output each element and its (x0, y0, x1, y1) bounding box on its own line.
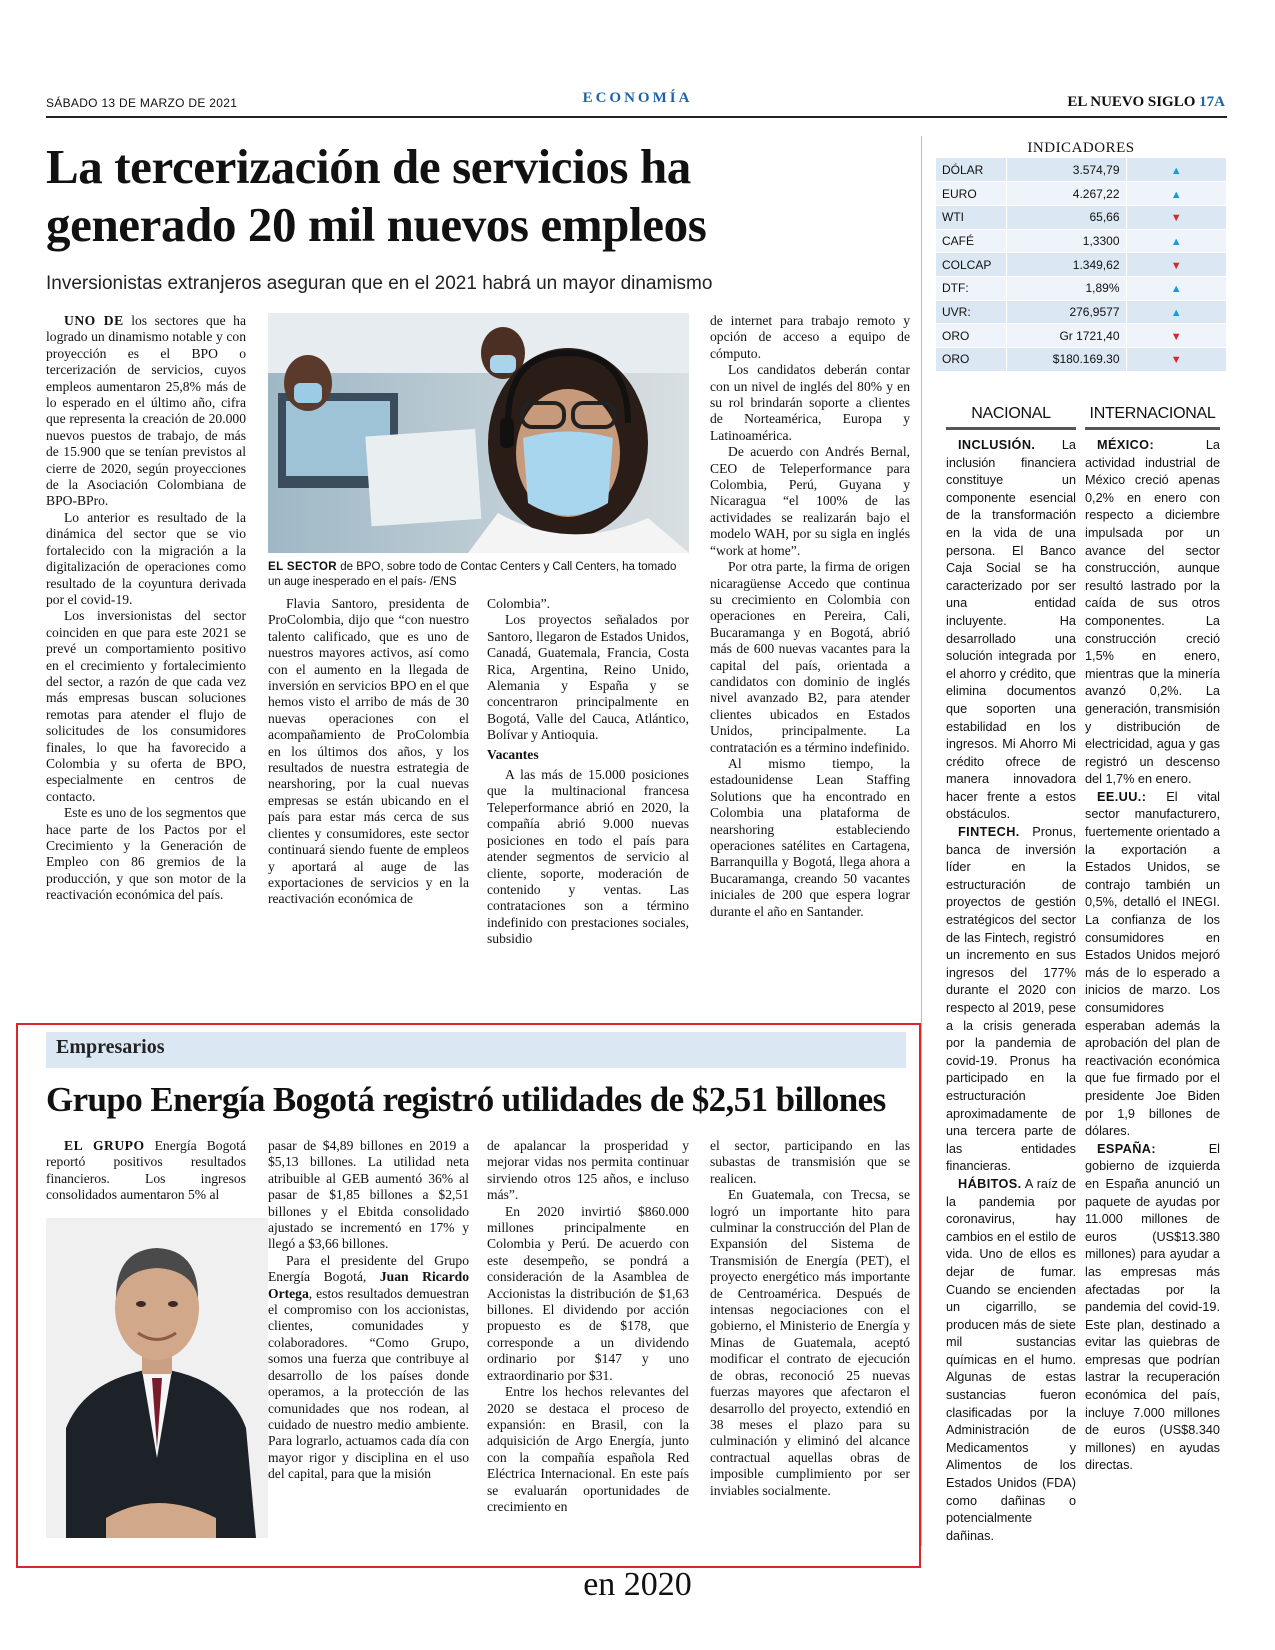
indicator-value: 1,3300 (1006, 229, 1126, 253)
indicator-row (936, 229, 1226, 253)
indicator-trend (1126, 300, 1226, 324)
indicator-row (936, 348, 1226, 372)
issue-date: SÁBADO 13 DE MARZO DE 2021 (46, 96, 238, 110)
paragraph: de internet para trabajo remoto y opción de acceso a equipo de cómputo. (710, 313, 910, 361)
indicator-value: 276,9577 (1006, 300, 1126, 324)
brief-text: La inclusión financiera constituye un componente esencial de la transformación en la vida de una persona. El Banco Caja Social se ha caracterizado por ser una entidad incluyente. Ha desarrollado una solución integrada por el ahorro y crédito, que elimina documentos que soporten una estabilidad en los ingresos. Mi Ahorro Mi crédito ofrece de manera innovadora hacer frente a estos obstáculos. (946, 438, 1076, 822)
main-subhead: Inversionistas extranjeros aseguran que en el 2021 habrá un mayor dinamismo (46, 273, 713, 294)
main-headline: La tercerización de servicios ha generado 20 mil nuevos empleos (46, 139, 707, 252)
brief-lead: MÉXICO: (1097, 438, 1155, 452)
paragraph: Lo anterior es resultado de la dinámica del sector que se vio fortalecido con la migración a la digitalización de operaciones como resultado de la coyuntura derivada por el covid-19. (46, 509, 246, 607)
indicator-name: UVR: (936, 300, 1006, 324)
indicator-name: ORO (936, 348, 1006, 372)
paragraph: En 2020 invirtió $860.000 millones principalmente en Colombia y Perú. De acuerdo con este desempeño, se pondrá a consideración de la Asamblea de Accionistas la distribución de $1,63 billones. El dividendo por acción propuesto es de $178, que corresponde a un dividendo ordinario por $147 y uno extraordinario por $31. (487, 1203, 689, 1383)
main-column-4 (710, 313, 910, 920)
main-column-1 (46, 313, 246, 904)
indicator-value: 4.267,22 (1006, 182, 1126, 206)
indicator-name: DTF: (936, 276, 1006, 300)
lead-in: UNO DE (64, 313, 124, 328)
indicator-row (936, 276, 1226, 300)
section-title: ECONOMÍA (582, 90, 693, 106)
trend-up-icon: ▲ (1170, 283, 1182, 296)
executive-portrait (46, 1218, 268, 1538)
paragraph: el sector, participando en las subastas de transmisión que se realicen. (710, 1138, 910, 1186)
paragraph: Los candidatos deberán contar con un nivel de inglés del 80% y en su rol brindarán soporte a clientes de Norteamérica, Europa y Latinoamérica. (710, 362, 910, 443)
paragraph: Al mismo tiempo, la estadounidense Lean Staffing Solutions que ha encontrado en Colombia una plataforma de nearshoring estableciendo operaciones satélites en Cartagena, Barranquilla y Bogotá, llega ahora a Bucaramanga, creando 50 vacantes iniciales de 200 que espera lograr durante el año en Santander. (710, 755, 910, 919)
indicator-trend (1126, 276, 1226, 300)
trend-down-icon: ▼ (1170, 212, 1182, 225)
brief-lead: FINTECH. (958, 825, 1020, 840)
paragraph: Los inversionistas del sector coinciden en que para este 2021 se prevé un comportamiento positivo en el crecimiento y fortalecimiento del sector, a razón de que cada vez más empresas buscan soluciones remotas para atender el flujo de solicitudes de los consumidores finales, lo que ha favorecido a Colombia y su oferta de BPO, especialmente en centros de contacto. (46, 608, 246, 804)
executive-name: Juan Ricardo Ortega (268, 1269, 469, 1301)
indicator-row (936, 253, 1226, 277)
caption-lead: EL SECTOR (268, 561, 337, 573)
geb-headline: Grupo Energía Bogotá registró utilidades de $2,51 billones (46, 1080, 886, 1119)
trend-down-icon: ▼ (1170, 330, 1182, 343)
nacional-column (946, 437, 1076, 1545)
main-column-2 (268, 596, 469, 908)
brief-text: El gobierno de izquierda en España anunció un paquete de ayudas por 11.000 millones de euros (US$13.380 millones) para ayudar a las empresas más afectadas por la pandemia del covid-19. Este plan, destinado a evitar las quiebras de empresas que podrían lastrar la recuperación económica del país, incluye 7.000 millones de euros (US$8.340 millones) en ayudas directas. (1085, 1141, 1220, 1473)
paragraph: los sectores que ha logrado un dinamismo notable y con proyección es el BPO o tercerización de servicios, cuyos empleos aumentaron 25,8% más de lo esperado en el último año, cifra que representa la creación de 20.000 nuevos puestos de trabajo, de más de 15.900 que se tenían previstos al cierre de 2020, según proyecciones de la Asociación Colombiana de BPO-BPro. (46, 313, 246, 509)
indicator-row (936, 182, 1226, 206)
trend-up-icon: ▲ (1170, 188, 1182, 201)
internacional-column (1085, 437, 1220, 1475)
brief-text: A raíz de la pandemia por coronavirus, hay cambios en el estilo de vida. Uno de ellos es dejar de fumar. Cuando se encienden un cigarrillo, se producen más de siete mil sustancias químicas en el humo. Algunas de estas sustancias fueron clasificadas por la Administración de Medicamentos y Alimentos de los Estados Unidos (FDA) como dañinas o potencialmente dañinas. (946, 1176, 1076, 1543)
brief-lead: EE.UU.: (1097, 789, 1147, 804)
paragraph: pasar de $4,89 billones en 2019 a $5,13 billones. La utilidad neta atribuible al GEB aumentó 36% al pasar de $1,85 billones a $2,51 billones y el Ebitda consolidado ajustado se incrementó en 17% y llegó a $3,66 billones. (268, 1138, 469, 1252)
masthead (1067, 94, 1225, 111)
indicator-value: 1,89% (1006, 276, 1126, 300)
indicator-name: COLCAP (936, 253, 1006, 277)
paragraph: A las más de 15.000 posiciones que la multinacional francesa Teleperformance abrió en 2020, la compañía abrió 9.000 nuevas posiciones en todo el país para atender segmentos de servicio al cliente, soporte, moderación de contenido y ventas. Las contrataciones son a término indefinido con prestaciones sociales, subsidio (487, 767, 689, 947)
column-divider (921, 136, 922, 1546)
paragraph: Colombia”. (487, 596, 551, 611)
paragraph: En Guatemala, con Trecsa, se logró un importante hito para culminar la construcción del Plan de Expansión del Sistema de Transmisión de Energía (PET), el proyecto energético más importante de Centroamérica. Después de intensas negociaciones con el gobierno, el Ministerio de Energía y Minas de Guatemala, aceptó modificar el contrato de ejecución de obras, reconoció 25 nuevas fuerzas mayores que afectaron el desarrollo del proyecto, extendió en 38 meses el plazo para su culminación y eliminó del alcance contractual aquellas obras de imposible cumplimiento por ser inviables socialmente. (710, 1187, 910, 1498)
indicator-name: WTI (936, 205, 1006, 229)
brief-lead: INCLUSIÓN. (958, 438, 1036, 452)
trend-up-icon: ▲ (1170, 164, 1182, 177)
trend-down-icon: ▼ (1170, 354, 1182, 367)
indicator-value: $180.169.30 (1006, 348, 1126, 372)
paragraph: De acuerdo con Andrés Bernal, CEO de Teleperformance para Colombia, Perú, Guyana y Nicaragua “el 100% de las actividades se realizarán bajo el modelo WAH, por su sigla en inglés “work at home”. (710, 444, 910, 558)
indicator-trend (1126, 324, 1226, 348)
indicator-name: DÓLAR (936, 158, 1006, 182)
call-center-photo-art (268, 313, 689, 553)
indicator-row (936, 205, 1226, 229)
indicator-value: Gr 1721,40 (1006, 324, 1126, 348)
indicator-trend (1126, 253, 1226, 277)
paragraph: Entre los hechos relevantes del 2020 se destaca el proceso de expansión: en Brasil, con la adquisición de Argo Energía, junto con la compañía española Red Eléctrica Internacional. En este país se evaluarán oportunidades de crecimiento en (487, 1384, 689, 1514)
indicator-name: ORO (936, 324, 1006, 348)
paragraph: Por otra parte, la firma de origen nicaragüense Accedo que continua su crecimiento en Colombia con operaciones en Pereira, Cali, Bucaramanga y en Bogotá, abrió más de 600 nuevas vacantes para la capital del país, orientada a candidatos con dominio de inglés nivel avanzado B2, para atender clientes ubicados en Estados Unidos, principalmente. La contratación es a término indefinido. (710, 559, 910, 755)
paragraph: Para el presidente del Grupo Energía Bogotá, (268, 1252, 469, 1285)
geb-column-2 (268, 1138, 469, 1483)
paragraph: , estos resultados demuestran el compromiso con los accionistas, clientes, comunidades y colaboradores. “Como Grupo, somos una fuerza que contribuye al desarrollo de los países donde operamos, a la protección de las comunidades que nos rodean, al cuidado de nuestro medio ambiente. Para lograrlo, actuamos cada día con mayor rigor y disciplina en el uso del capital, para que la misión (268, 1285, 469, 1482)
paragraph: Energía Bogotá reportó positivos resultados financieros. Los ingresos consolidados aumentaron 5% al (46, 1138, 246, 1203)
main-column-3 (487, 596, 689, 948)
geb-column-4 (710, 1138, 910, 1499)
nacional-heading: NACIONAL (946, 405, 1076, 430)
subheading: Vacantes (487, 746, 539, 762)
trend-up-icon: ▲ (1170, 306, 1182, 319)
photo-caption (268, 560, 689, 590)
indicator-name: CAFÉ (936, 229, 1006, 253)
lead-in: EL GRUPO (64, 1138, 145, 1153)
paragraph: Los proyectos señalados por Santoro, llegaron de Estados Unidos, Canadá, Guatemala, Francia, Costa Rica, Argentina, Reino Unido, Alemania y España y se concentraron principalmente en Bogotá, Valle del Cauca, Atlántico, Bolívar y Antioquia. (487, 612, 689, 743)
indicators-table (936, 158, 1226, 372)
headline-overflow: en 2020 (583, 1566, 692, 1603)
brief-lead: ESPAÑA: (1097, 1141, 1156, 1156)
trend-up-icon: ▲ (1170, 235, 1182, 248)
brief-text: El vital sector manufacturero, fuertemente orientado a la exportación a Estados Unidos, se contrajo también un 0,5%, detalló el INEGI. La confianza de los consumidores en Estados Unidos mejoró más de lo esperado a inicios de marzo. Los consumidores esperaban además la aprobación del plan de reactivación económica que fue firmado por el presidente Joe Biden por 1,9 billones de dólares. (1085, 789, 1221, 1139)
indicator-trend (1126, 158, 1226, 182)
header-rule (46, 116, 1227, 118)
brief-lead: HÁBITOS. (958, 1176, 1022, 1191)
internacional-heading: INTERNACIONAL (1085, 405, 1220, 430)
indicator-value: 65,66 (1006, 205, 1126, 229)
paragraph: Este es uno de los segmentos que hace parte de los Pactos por el Crecimiento y la Generación de Empleo con 86 gremios de la producción, y que son motor de la reactivación económica del país. (46, 805, 246, 903)
indicator-trend (1126, 229, 1226, 253)
call-center-photo (268, 313, 689, 553)
empresarios-label: Empresarios (56, 1036, 165, 1058)
indicator-row (936, 324, 1226, 348)
page-number: 17A (1199, 94, 1225, 110)
indicator-trend (1126, 182, 1226, 206)
caption-text: de BPO, sobre todo de Contac Centers y Call Centers, ha tomado un auge inesperado en el país- /ENS (268, 561, 677, 588)
brief-text: La actividad industrial de México creció apenas 0,2% en enero con respecto a diciembre impulsada por un avance del sector construcción, aunque resultó lastrado por la caída de sus otros componentes. La construcción creció 1,5% en enero, mientras que la minería avanzó 0,2%. La generación, transmisión y distribución de electricidad, agua y gas registró un descenso del 1,7% en enero. (1085, 438, 1220, 787)
indicator-value: 3.574,79 (1006, 158, 1126, 182)
geb-column-1 (46, 1138, 246, 1204)
executive-portrait-art (46, 1218, 268, 1538)
geb-column-3 (487, 1138, 689, 1515)
indicators-title: INDICADORES (1027, 140, 1135, 156)
indicator-row (936, 300, 1226, 324)
brief-text: Pronus, banca de inversión líder en la estructuración de proyectos de gestión estratégicos del sector de las Fintech, registró un incremento en sus ingresos del 177% durante el 2020 con respecto al 2019, pese a la crisis generada por la pandemia de covid-19. Pronus ha participado en la estructuración aproximadamente de una tercera parte de las entidades financieras. (946, 825, 1076, 1174)
indicator-trend (1126, 348, 1226, 372)
indicator-trend (1126, 205, 1226, 229)
indicator-row (936, 158, 1226, 182)
trend-down-icon: ▼ (1170, 259, 1182, 272)
indicator-value: 1.349,62 (1006, 253, 1126, 277)
indicator-name: EURO (936, 182, 1006, 206)
empresarios-band (46, 1032, 906, 1068)
paper-name: EL NUEVO SIGLO (1067, 94, 1196, 110)
paragraph: de apalancar la prosperidad y mejorar vidas nos permita continuar sirviendo otros 125 años, e incluso más”. (487, 1138, 689, 1203)
paragraph: Flavia Santoro, presidenta de ProColombia, dijo que “con nuestro talento calificado, que es uno de nuestros mayores activos, así como con el aumento en la llegada de inversión en servicios BPO en el que hemos visto el arribo de más de 30 nuevas operaciones con el acompañamiento de ProColombia en los últimos dos años, y los resultados de nuestra estrategia de nearshoring, por la cual nuevas empresas se están ubicando en el país para estar más cerca de sus clientes y consumidores, este sector continuará siendo fuente de empleos y aportará al auge de las exportaciones de servicios y en la reactivación económica de (268, 596, 469, 907)
